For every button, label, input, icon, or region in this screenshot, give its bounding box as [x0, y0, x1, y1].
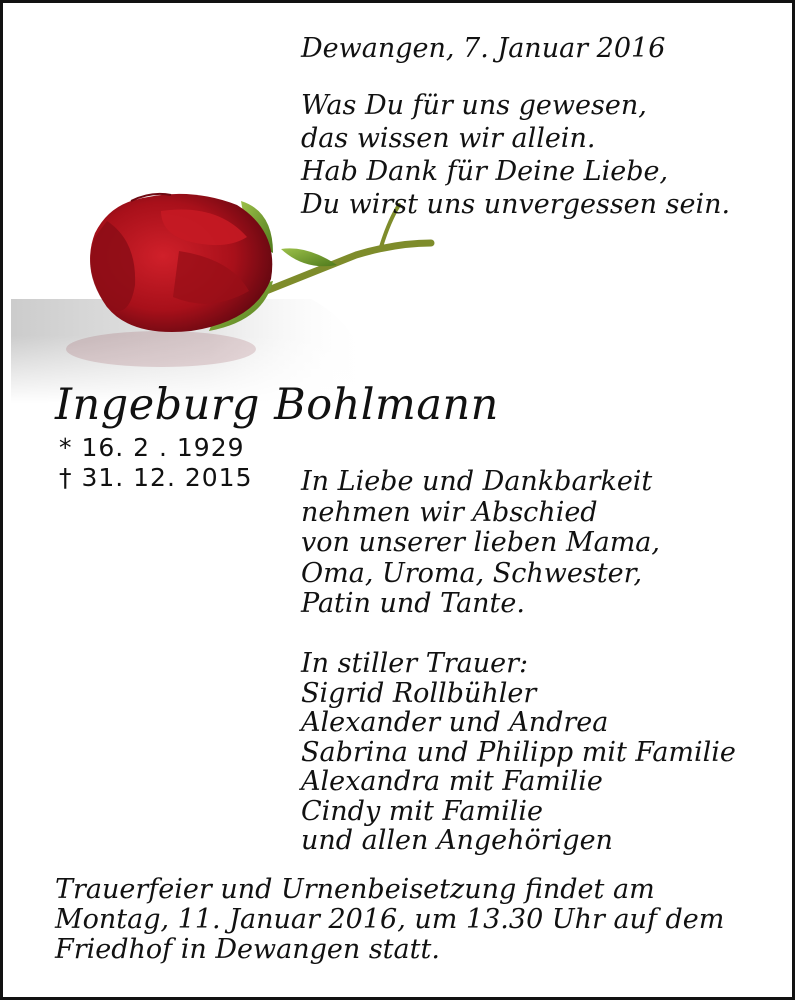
mourner-name: Alexander und Andrea	[301, 707, 609, 738]
birth-date: * 16. 2 . 1929	[59, 433, 245, 462]
life-dates	[59, 433, 252, 493]
funeral-notice	[55, 875, 724, 965]
funeral-line: Trauerfeier und Urnenbeisetzung findet am	[55, 874, 655, 905]
mourner-name: und allen Angehörigen	[301, 825, 613, 856]
memorial-poem	[301, 89, 730, 221]
farewell-line: In Liebe und Dankbarkeit	[301, 466, 653, 497]
deceased-name: Ingeburg Bohlmann	[55, 380, 499, 430]
farewell-line: nehmen wir Abschied	[301, 496, 598, 528]
mourner-name: Sabrina und Philipp mit Familie	[301, 736, 736, 768]
mourner-name: Alexandra mit Familie	[301, 766, 603, 797]
death-date: † 31. 12. 2015	[59, 463, 253, 492]
farewell-line: Oma, Uroma, Schwester,	[301, 557, 643, 589]
farewell-line: Patin und Tante.	[301, 588, 525, 619]
funeral-line: Friedhof in Dewangen statt.	[55, 934, 440, 965]
poem-line: Hab Dank für Deine Liebe,	[301, 156, 669, 187]
mourner-name: Cindy mit Familie	[301, 795, 543, 827]
funeral-line: Montag, 11. Januar 2016, um 13.30 Uhr auf dem	[55, 904, 725, 935]
poem-line: das wissen wir allein.	[301, 123, 596, 154]
place-date: Dewangen, 7. Januar 2016	[301, 33, 666, 64]
poem-line: Du wirst uns unvergessen sein.	[301, 189, 731, 220]
poem-line: Was Du für uns gewesen,	[301, 90, 647, 121]
mourners-list	[301, 649, 736, 856]
farewell-line: von unserer lieben Mama,	[301, 527, 660, 558]
mourners-label: In stiller Trauer:	[301, 648, 529, 679]
mourner-name: Sigrid Rollbühler	[301, 677, 537, 709]
farewell-text	[301, 467, 660, 620]
